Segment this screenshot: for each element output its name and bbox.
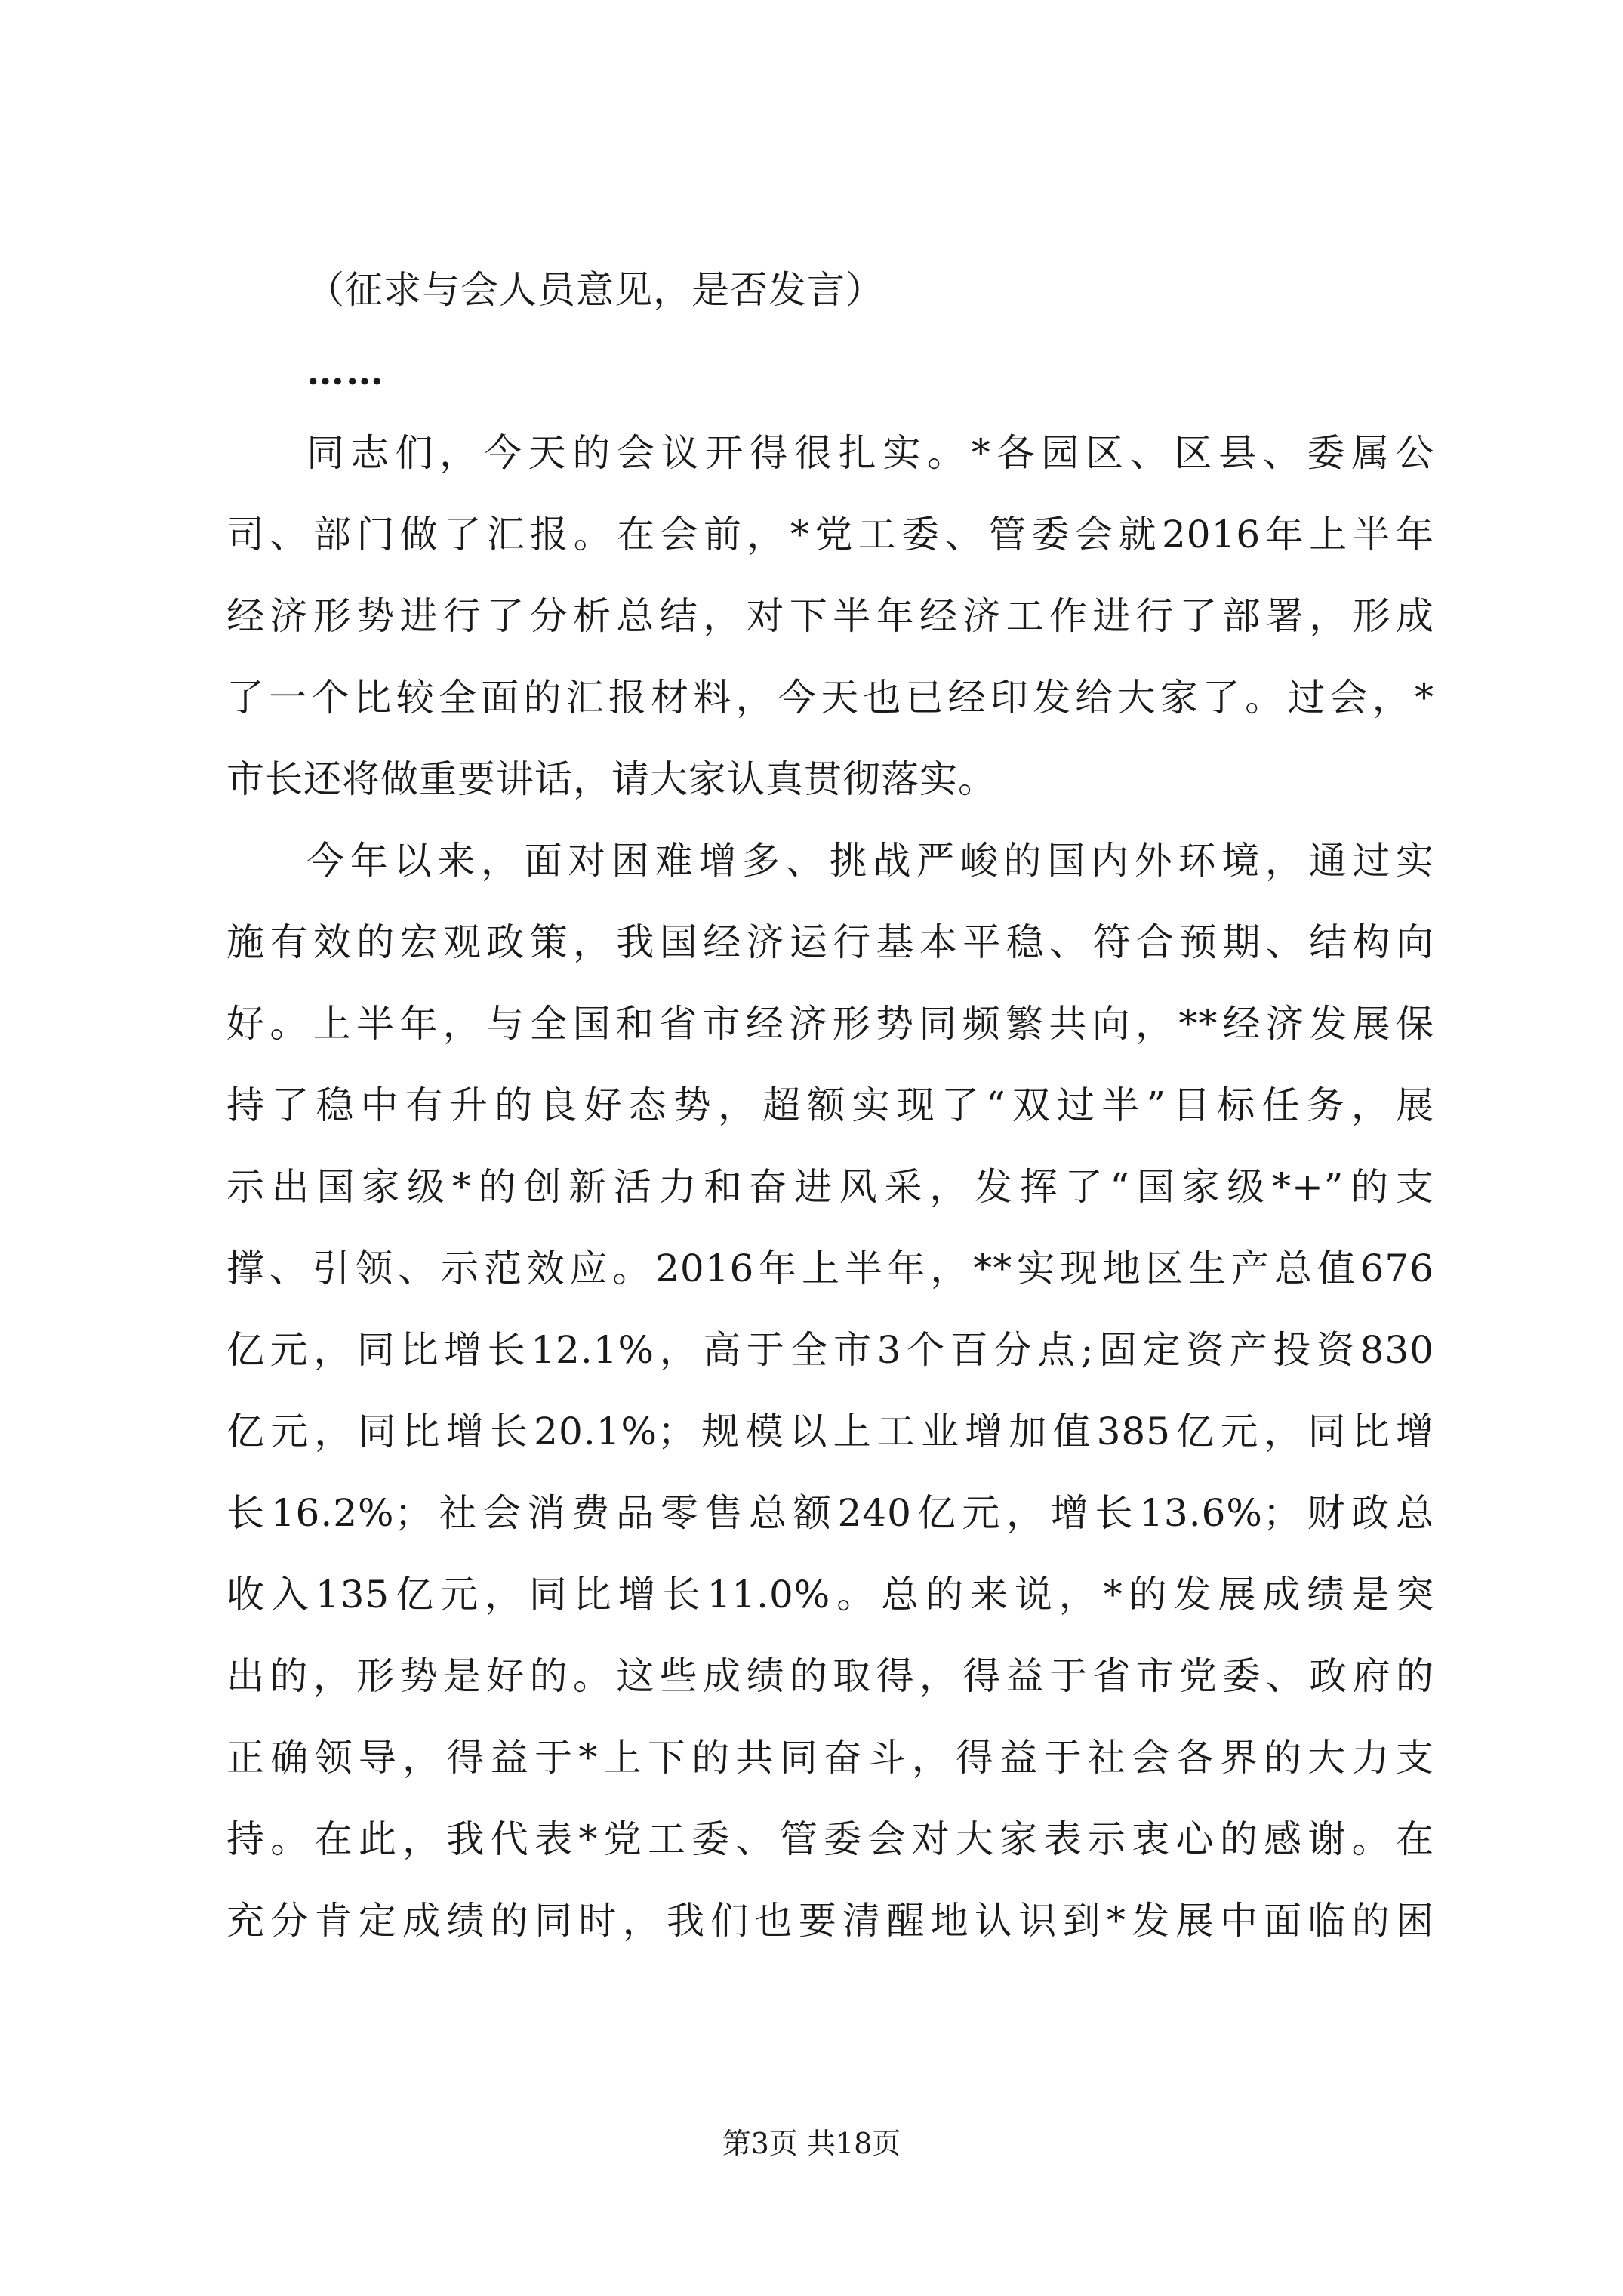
paragraph-line: 司、部门做了汇报。在会前，*党工委、管委会就2016年上半年 xyxy=(226,513,1434,556)
paragraph-line: 长16.2%；社会消费品零售总额240亿元，增长13.6%；财政总 xyxy=(226,1491,1434,1535)
paragraph-line: 持了稳中有升的良好态势，超额实现了“双过半”目标任务，展 xyxy=(226,1083,1434,1127)
paragraph-line: 充分肯定成绩的同时，我们也要清醒地认识到*发展中面临的困 xyxy=(226,1899,1434,1943)
paragraph-line: 同志们，今天的会议开得很扎实。*各园区、区县、委属公 xyxy=(306,431,1434,475)
paragraph-line: 出的，形势是好的。这些成绩的取得，得益于省市党委、政府的 xyxy=(226,1654,1434,1698)
paragraph-line: 了一个比较全面的汇报材料，今天也已经印发给大家了。过会，* xyxy=(226,676,1434,720)
paragraph-line: 经济形势进行了分析总结，对下半年经济工作进行了部署，形成 xyxy=(226,594,1434,638)
paragraph-line: 持。在此，我代表*党工委、管委会对大家表示衷心的感谢。在 xyxy=(226,1817,1434,1861)
prompt-line: （征求与会人员意见，是否发言） xyxy=(306,268,884,312)
paragraph-line: 撑、引领、示范效应。2016年上半年，**实现地区生产总值676 xyxy=(226,1247,1434,1290)
paragraph-line: 示出国家级*的创新活力和奋进风采，发挥了“国家级*+”的支 xyxy=(226,1165,1434,1209)
page-footer: 第3页 共18页 xyxy=(722,2127,901,2160)
paragraph-line: 市长还将做重要讲话，请大家认真贯彻落实。 xyxy=(226,757,996,801)
paragraph-line: 亿元，同比增长12.1%，高于全市3个百分点;固定资产投资830 xyxy=(226,1328,1434,1372)
paragraph-line: 今年以来，面对困难增多、挑战严峻的国内外环境，通过实 xyxy=(306,839,1434,883)
paragraph-line: 亿元，同比增长20.1%；规模以上工业增加值385亿元，同比增 xyxy=(226,1410,1434,1453)
paragraph-line: 正确领导，得益于*上下的共同奋斗，得益于社会各界的大力支 xyxy=(226,1736,1434,1780)
paragraph-1 xyxy=(226,412,1434,820)
paragraph-2 xyxy=(226,820,1434,1962)
ellipsis: …… xyxy=(306,349,385,393)
document-body xyxy=(226,249,1434,1962)
paragraph-line: 施有效的宏观政策，我国经济运行基本平稳、符合预期、结构向 xyxy=(226,920,1434,964)
paragraph-line: 好。上半年，与全国和省市经济形势同频繁共向，**经济发展保 xyxy=(226,1002,1434,1046)
paragraph-line: 收入135亿元，同比增长11.0%。总的来说，*的发展成绩是突 xyxy=(226,1573,1434,1616)
